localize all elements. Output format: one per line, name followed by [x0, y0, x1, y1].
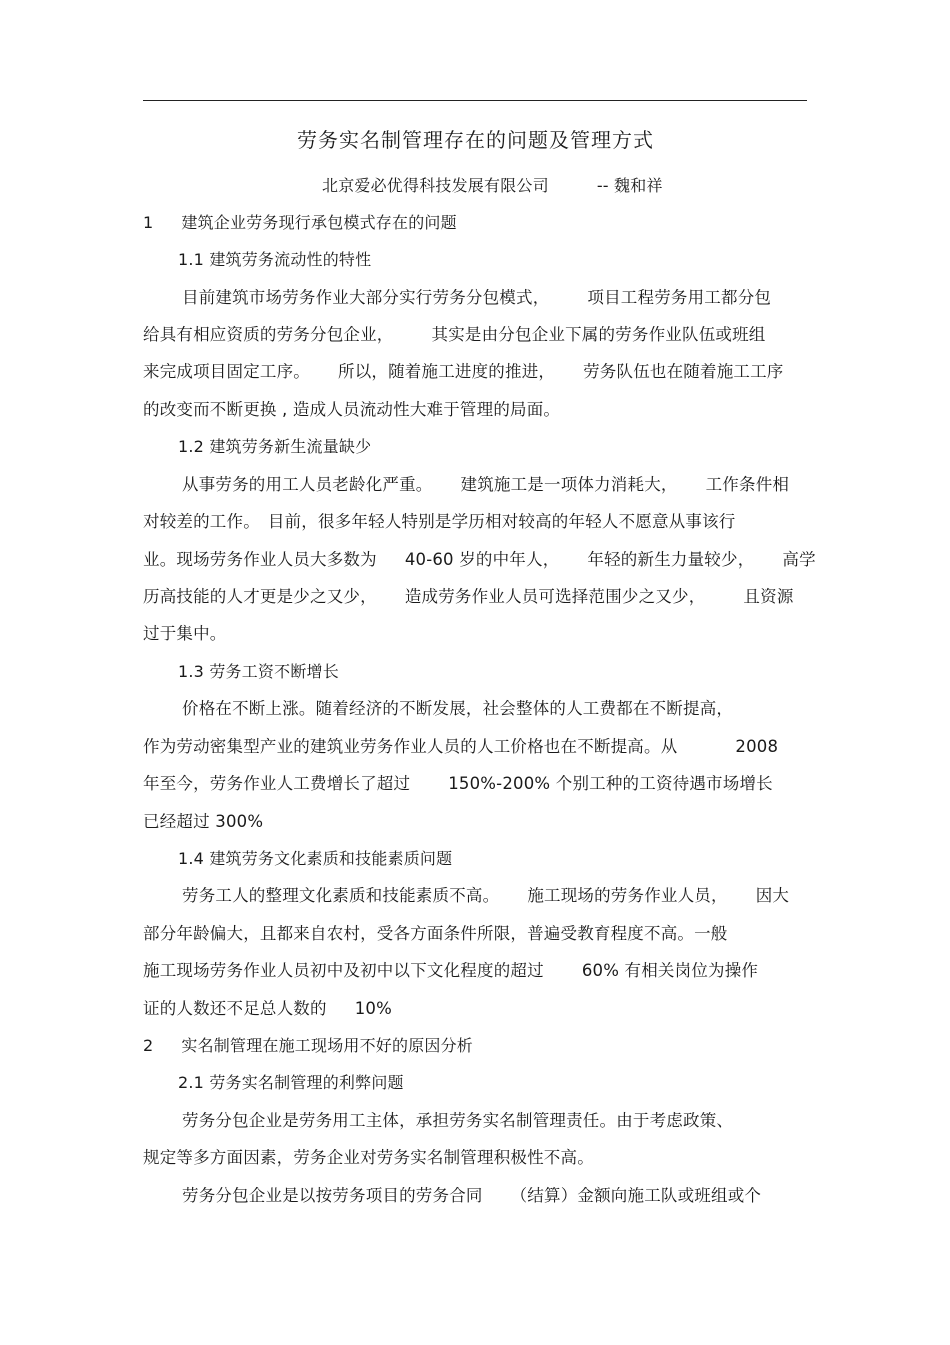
- text-run: 过于集中。: [143, 624, 227, 643]
- subsection-heading: 1.2 建筑劳务新生流量缺少: [178, 437, 372, 456]
- text-run: 从事劳务的用工人员老龄化严重。: [182, 475, 433, 494]
- paragraph-line: [143, 1146, 594, 1170]
- paragraph-line: [143, 585, 794, 609]
- text-run: 目前，很多年轻人特别是学历相对较高的年轻人不愿意从事该行: [267, 512, 736, 531]
- text-run: 对较差的工作。: [143, 512, 260, 531]
- text-run: 建筑施工是一项体力消耗大，: [460, 475, 678, 494]
- subsection-heading: 1.3 劳务工资不断增长: [178, 662, 339, 681]
- text-run: 的改变而不断更换 , 造成人员流动性大难于管理的局面。: [143, 400, 561, 419]
- subsection-heading: 1.1 建筑劳务流动性的特性: [178, 250, 372, 269]
- text-run: 150%-200% 个别工种的工资待遇市场增长: [448, 774, 773, 793]
- text-run: 施工现场的劳务作业人员，: [527, 886, 728, 905]
- text-run: 部分年龄偏大，且都来自农村，受各方面条件所限，普遍受教育程度不高。一般: [143, 924, 728, 943]
- text-run: 所以，随着施工进度的推进，: [338, 362, 556, 381]
- text-run: 施工现场劳务作业人员初中及初中以下文化程度的超过: [143, 961, 544, 980]
- text-run: 目前建筑市场劳务作业大部分实行劳务分包模式，: [182, 288, 550, 307]
- text-run: 来完成项目固定工序。: [143, 362, 310, 381]
- paragraph-line: [182, 697, 733, 721]
- section-title: 实名制管理在施工现场用不好的原因分析: [181, 1036, 473, 1055]
- paragraph-line: [182, 1109, 733, 1133]
- text-run: 劳务分包企业是以按劳务项目的劳务合同: [182, 1186, 483, 1205]
- section-heading: [143, 211, 457, 235]
- section-number: 2: [143, 1036, 154, 1055]
- author-company: 北京爱必优得科技发展有限公司: [322, 176, 549, 195]
- text-run: （结算）金额向施工队或班组或个: [510, 1186, 762, 1205]
- paragraph-line: [182, 286, 771, 310]
- author-name: -- 魏和祥: [596, 176, 663, 195]
- text-run: 规定等多方面因素，劳务企业对劳务实名制管理积极性不高。: [143, 1148, 594, 1167]
- text-run: 作为劳动密集型产业的建筑业劳务作业人员的人工价格也在不断提高。从: [143, 737, 678, 756]
- paragraph-line: [143, 622, 227, 646]
- text-run: 证的人数还不足总人数的: [143, 999, 327, 1018]
- paragraph-line: [143, 510, 736, 534]
- text-run: 给具有相应资质的劳务分包企业，: [143, 325, 394, 344]
- author-line: [322, 174, 663, 198]
- text-run: 造成劳务作业人员可选择范围少之又少，: [404, 587, 706, 606]
- text-run: 年轻的新生力量较少，: [587, 550, 755, 569]
- paragraph-line: [143, 959, 758, 983]
- document-title: 劳务实名制管理存在的问题及管理方式: [297, 128, 654, 152]
- text-run: 其实是由分包企业下属的劳务作业队伍或班组: [431, 325, 766, 344]
- text-run: 40-60 岁的中年人，: [404, 550, 560, 569]
- paragraph-line: [182, 884, 789, 908]
- paragraph-line: [182, 1184, 761, 1208]
- paragraph-line: [143, 997, 392, 1021]
- text-run: 业。现场劳务作业人员大多数为: [143, 550, 377, 569]
- paragraph-line: [143, 735, 778, 759]
- paragraph-line: [143, 360, 784, 384]
- paragraph-line: [143, 323, 766, 347]
- paragraph-line: [143, 398, 560, 422]
- paragraph-line: [143, 772, 773, 796]
- text-run: 高学: [782, 550, 816, 569]
- paragraph-line: [182, 473, 789, 497]
- text-run: 因大: [755, 886, 790, 905]
- subsection-heading: 2.1 劳务实名制管理的利弊问题: [178, 1073, 404, 1092]
- top-rule: [143, 100, 807, 101]
- paragraph-line: [143, 922, 728, 946]
- section-heading: [143, 1034, 473, 1058]
- text-run: 10%: [354, 999, 392, 1018]
- paragraph-line: [143, 810, 263, 834]
- text-run: 劳务分包企业是劳务用工主体，承担劳务实名制管理责任。由于考虑政策、: [182, 1111, 734, 1130]
- text-run: 2008: [735, 737, 779, 756]
- text-run: 劳务队伍也在随着施工工序: [583, 362, 784, 381]
- section-title: 建筑企业劳务现行承包模式存在的问题: [181, 213, 457, 232]
- paragraph-line: [143, 548, 816, 572]
- text-run: 项目工程劳务用工都分包: [587, 288, 772, 307]
- text-run: 已经超过 300%: [143, 812, 264, 831]
- text-run: 年至今，劳务作业人工费增长了超过: [143, 774, 411, 793]
- text-run: 劳务工人的整理文化素质和技能素质不高。: [182, 886, 500, 905]
- section-number: 1: [143, 213, 154, 232]
- text-run: 历高技能的人才更是少之又少，: [143, 587, 377, 606]
- text-run: 且资源: [743, 587, 794, 606]
- text-run: 价格在不断上涨。随着经济的不断发展，社会整体的人工费都在不断提高，: [182, 699, 734, 718]
- text-run: 工作条件相: [705, 475, 790, 494]
- text-run: 60% 有相关岗位为操作: [581, 961, 759, 980]
- subsection-heading: 1.4 建筑劳务文化素质和技能素质问题: [178, 849, 453, 868]
